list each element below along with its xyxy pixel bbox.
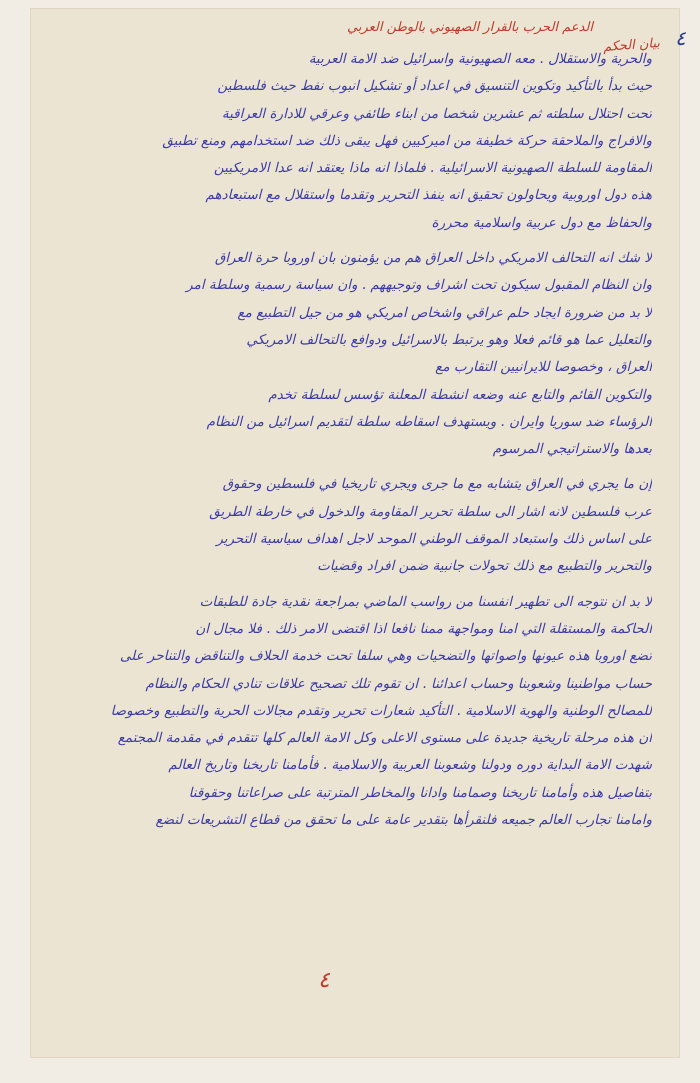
- text-line: تضع اوروبا هذه عيونها واصواتها والتضحيات وهي سلفا تحت خدمة الحلاف والتناقض والتناحر على: [119, 648, 652, 665]
- text-line: والافراج والملاحقة حركة خطيفة من اميركيين فهل يبقى ذلك ضد استخدامهم ومنع تطبيق: [162, 132, 652, 149]
- text-line: العراق ، وخصوصا للايرانيين التقارب مع: [435, 359, 652, 376]
- text-line: والحرية والاستقلال . معه الصهيونية واسرائيل ضد الامة العربية: [308, 51, 652, 67]
- text-line: والتكوين القائم والتابع عنه وضعه انشطة المعلنة تؤسس لسلطة تخدم: [268, 386, 652, 403]
- text-line: لا بد من ضرورة ايجاد حلم عراقي واشخاص امريكي هو من جيل التطبيع مع: [237, 304, 652, 321]
- text-line: هذه دول اوروبية ويحاولون تحقيق انه ينفذ التحرير وتقدما واستقلال مع استبعادهم: [205, 187, 652, 204]
- text-line: الحاكمة والمستقلة التي امنا ومواجهة ممنا نافعا اذا اقتضى الامر ذلك . فلا مجال ان: [195, 620, 652, 637]
- handwritten-body: [58, 46, 652, 834]
- paragraph-1: [58, 46, 652, 237]
- text-line: تحت احتلال سلطته ثم عشرين شخصا من ابناء طائفي وعرقي للادارة العراقية: [221, 105, 652, 122]
- text-line: وامامنا تجارب العالم جميعه فلنقرأها بتقدير عامة على ما تحقق من قطاع التشريعات لنضع: [155, 812, 652, 829]
- paragraph-4: [58, 589, 652, 835]
- header-note: الدعم الحرب بالقرار الصهيوني بالوطن العربي: [347, 20, 593, 35]
- text-line: والحفاظ مع دول عربية واسلامية محررة: [431, 214, 652, 231]
- text-line: وان النظام المقبول سيكون تحت اشراف وتوجيههم . وان سياسة رسمية وسلطة امر: [186, 277, 652, 294]
- paragraph-3: [58, 471, 652, 580]
- text-line: على اساس ذلك واستبعاد الموقف الوطني الموحد لاجل اهداف سياسية التحرير: [216, 531, 652, 548]
- text-line: شهدت الامة البداية دوره ودولنا وشعوبنا العربية والاسلامية . فأمامنا تاريخنا وتاريخ العالم: [168, 757, 652, 774]
- paragraph-2: [58, 245, 652, 463]
- text-line: والتحرير والتطبيع مع ذلك تحولات جانبية ضمن افراد وقضيات: [317, 558, 652, 575]
- text-line: لا بد ان نتوجه الى تطهير انفسنا من رواسب الماضي بمراجعة نقدية جادة للطبقات: [199, 593, 652, 610]
- text-line: والتعليل عما هو قائم فعلا وهو يرتبط بالاسرائيل ودوافع بالتحالف الامريكي: [246, 331, 652, 348]
- text-line: لا شك انه التحالف الامريكي داخل العراق هم من يؤمنون بان اوروبا حرة العراق: [214, 250, 652, 267]
- text-line: بتفاصيل هذه وأمامنا تاريخنا وصمامنا وادانا والمخاطر المترتبة على صراعاتنا وحقوقنا: [188, 784, 652, 801]
- text-line: حيث بدأ بالتأكيد وتكوين التنسيق في اعداد أو تشكيل انبوب نفط حيث فلسطين: [217, 78, 652, 95]
- text-line: حساب مواطنينا وشعوبنا وحساب اعدائنا . ان تقوم تلك تصحيح علاقات تنادي الحكام والنظام: [145, 675, 652, 692]
- text-line: عرب فلسطين لانه اشار الى سلطة تحرير المقاومة والدخول في خارطة الطريق: [209, 503, 652, 520]
- page-number-bottom: ٤: [318, 968, 330, 993]
- margin-note: بيان الحكم: [602, 36, 661, 55]
- text-line: ان هذه مرحلة تاريخية جديدة على مستوى الاعلى وكل الامة العالم كلها تتقدم في مقدمة المجتمع: [117, 730, 652, 747]
- text-line: إن ما يجري في العراق يتشابه مع ما جرى ويجري تاريخيا في فلسطين وحقوق: [222, 476, 652, 493]
- text-line: للمصالح الوطنية والهوية الاسلامية . التأكيد شعارات تحرير وتقدم مجالات الحرية والتطبيع وخصوصا: [110, 702, 652, 719]
- text-line: الرؤساء ضد سوريا وايران . ويستهدف اسقاطه سلطة لتقديم اسرائيل من النظام: [206, 413, 652, 430]
- text-line: المقاومة للسلطة الصهيونية الاسرائيلية . فلماذا انه ماذا يعتقد انه عدا الامريكيين: [213, 160, 652, 177]
- page-number-top: ٤: [675, 26, 686, 50]
- text-line: بعدها والاستراتيجي المرسوم: [492, 441, 652, 458]
